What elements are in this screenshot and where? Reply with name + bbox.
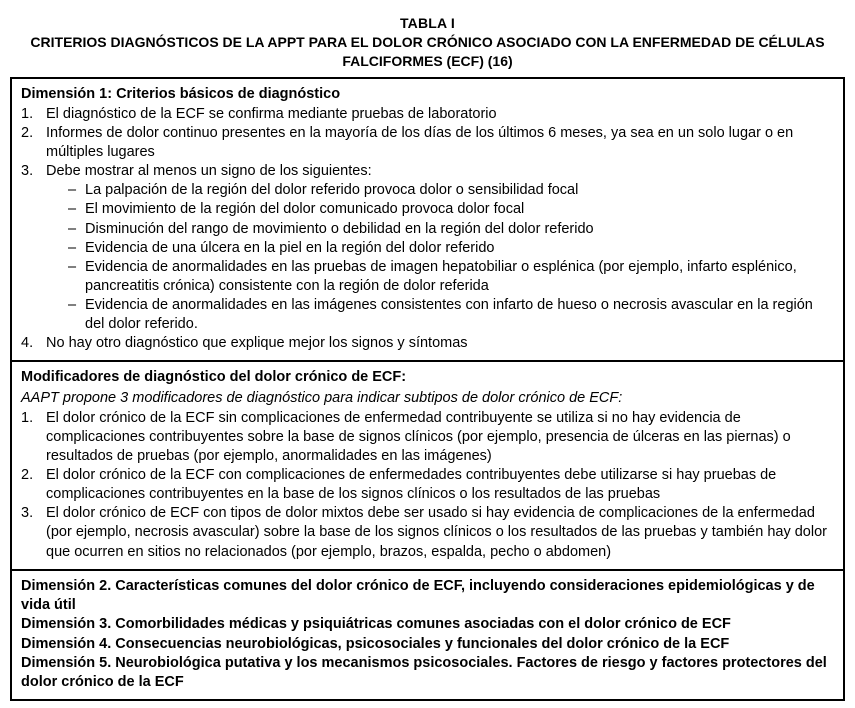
dimension-2-line: Dimensión 2. Características comunes del dolor crónico de ECF, incluyendo consideraciones epidemiológicas y de vida útil (21, 577, 815, 613)
list-item (21, 124, 834, 162)
dash-bullet-icon: – (68, 182, 77, 199)
item-text: No hay otro diagnóstico que explique mejor los signos y síntomas (46, 335, 468, 352)
sub-criteria-list (46, 181, 834, 334)
sub-item-text: Evidencia de anormalidades en las pruebas de imagen hepatobiliar o esplénica (por ejemplo, infarto esplénico, pancreatitis crónica) consistente con la región de dolor referida (85, 258, 797, 294)
sub-item-text: Evidencia de una úlcera en la piel en la región del dolor referido (85, 239, 495, 256)
item-number: 3. (21, 163, 34, 180)
dash-bullet-icon: – (68, 258, 77, 275)
sub-item-text: La palpación de la región del dolor referido provoca dolor o sensibilidad focal (85, 182, 579, 199)
dimension-5-line: Dimensión 5. Neurobiológica putativa y los mecanismos psicosociales. Factores de riesgo y factores protectores del dolor crónico de la ECF (21, 654, 827, 691)
list-item (21, 162, 834, 334)
sub-list-item (68, 220, 834, 239)
criteria-list (21, 105, 834, 354)
sub-list-item (68, 181, 834, 200)
dash-bullet-icon: – (68, 239, 77, 256)
sub-list-item (68, 239, 834, 258)
list-item (21, 409, 834, 466)
item-number: 1. (21, 409, 34, 426)
section-dimension-1 (12, 79, 843, 361)
table-caption (10, 14, 845, 71)
item-number: 4. (21, 335, 34, 352)
list-item (21, 334, 834, 353)
section-dimensions-2-5 (12, 569, 843, 700)
table-number: TABLA I (399, 15, 456, 31)
modifiers-list (21, 409, 834, 562)
dash-bullet-icon: – (68, 297, 77, 314)
sub-item-text: El movimiento de la región del dolor comunicado provoca dolor focal (85, 201, 525, 218)
section-heading: Dimensión 1: Criterios básicos de diagnóstico (21, 85, 341, 102)
dash-bullet-icon: – (68, 220, 77, 237)
section-heading: Modificadores de diagnóstico del dolor crónico de ECF: (21, 369, 407, 386)
sub-list-item (68, 200, 834, 219)
item-number: 2. (21, 124, 34, 141)
item-text: Informes de dolor continuo presentes en la mayoría de los días de los últimos 6 meses, ya sea en un solo lugar o en múltiples lugares (46, 124, 794, 161)
list-item (21, 466, 834, 504)
item-number: 2. (21, 467, 34, 484)
dimension-3-line: Dimensión 3. Comorbilidades médicas y psiquiátricas comunes asociadas con el dolor crónico de ECF (21, 616, 731, 633)
item-text: El dolor crónico de la ECF sin complicaciones de enfermedad contribuyente se utiliza si no hay evidencia de complicaciones contribuyentes sobre la base de signos clínicos (por ejemplo, presencia de úlceras en las piernas) o resultados de pruebas (por ejemplo, anormalidades en las imágenes) (46, 409, 791, 464)
list-item (21, 504, 834, 561)
dash-bullet-icon: – (68, 201, 77, 218)
sub-list-item (68, 258, 834, 296)
item-text: El dolor crónico de ECF con tipos de dolor mixtos debe ser usado si hay evidencia de complicaciones de la enfermedad (por ejemplo, necrosis avascular) sobre la base de los signos clínicos o los resultados de las pruebas y también hay dolor que ocurren en sitios no relacionados (por ejemplo, brazos, espalda, pecho o abdomen) (46, 505, 827, 560)
item-text: El dolor crónico de la ECF con complicaciones de enfermedades contribuyentes debe utilizarse si hay pruebas de complicaciones contribuyentes en la base de los signos clínicos o los resultados de las pruebas (46, 467, 777, 503)
item-number: 1. (21, 105, 34, 122)
item-text: Debe mostrar al menos un signo de los siguientes: (46, 163, 372, 180)
table-title: CRITERIOS DIAGNÓSTICOS DE LA APPT PARA EL DOLOR CRÓNICO ASOCIADO CON LA ENFERMEDAD DE CÉLULAS FALCIFORMES (ECF) (16) (30, 33, 825, 69)
item-text: El diagnóstico de la ECF se confirma mediante pruebas de laboratorio (46, 105, 497, 122)
sub-list-item (68, 296, 834, 334)
sub-item-text: Disminución del rango de movimiento o debilidad en la región del dolor referido (85, 220, 594, 237)
section-diagnostic-modifiers (12, 360, 843, 568)
section-subheading: AAPT propone 3 modificadores de diagnóstico para indicar subtipos de dolor crónico de ECF: (21, 389, 623, 406)
sub-item-text: Evidencia de anormalidades en las imágenes consistentes con infarto de hueso o necrosis avascular en la región del dolor referido. (85, 297, 813, 333)
list-item (21, 105, 834, 124)
dimension-4-line: Dimensión 4. Consecuencias neurobiológicas, psicosociales y funcionales del dolor crónico de la ECF (21, 635, 730, 652)
item-number: 3. (21, 505, 34, 522)
criteria-table (10, 77, 845, 702)
